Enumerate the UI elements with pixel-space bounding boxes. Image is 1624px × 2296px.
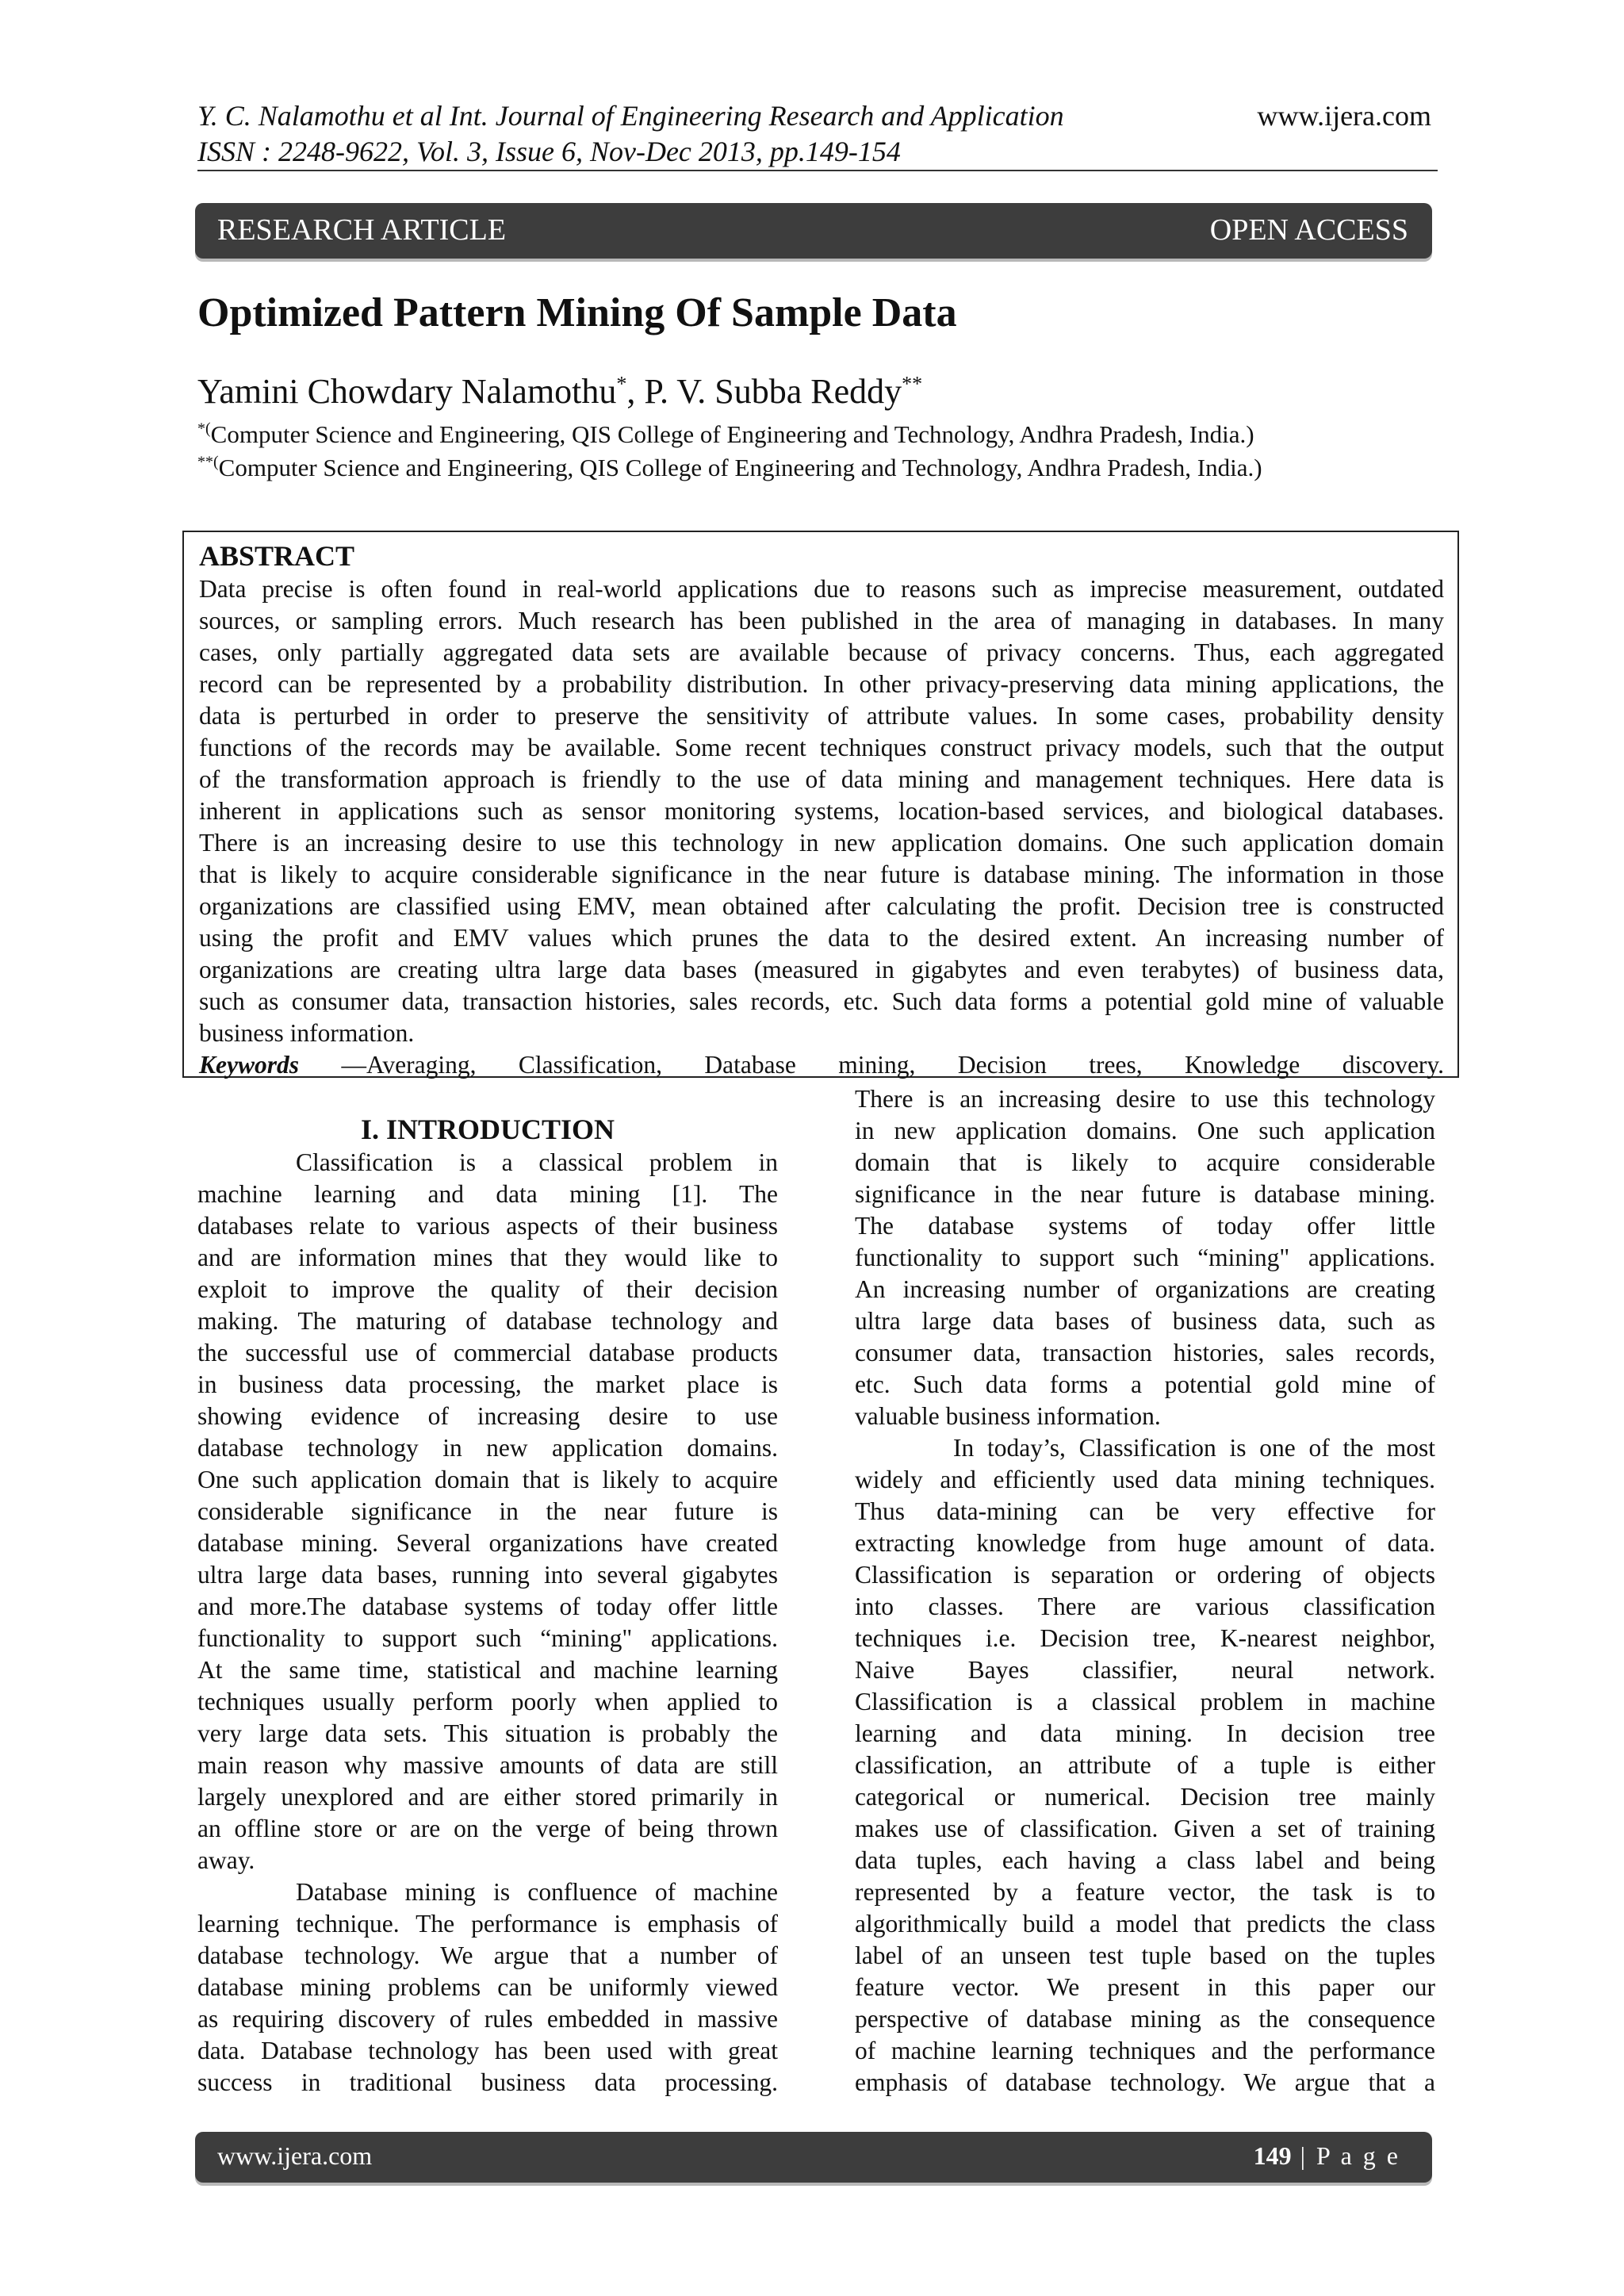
running-header bbox=[197, 98, 1228, 170]
text-line: success in traditional business data processing. bbox=[197, 2068, 778, 2096]
text-line: database mining problems can be uniformly viewed bbox=[197, 1973, 778, 2001]
article-type-banner bbox=[195, 203, 1432, 259]
abstract-line: sources, or sampling errors. Much research has been published in the area of managing in databases. In many bbox=[199, 607, 1444, 634]
paper-title: Optimized Pattern Mining Of Sample Data bbox=[197, 290, 957, 335]
text-line: into classes. There are various classification bbox=[855, 1593, 1435, 1620]
text-line: etc. Such data forms a potential gold mine of bbox=[855, 1370, 1435, 1398]
keywords-line bbox=[199, 1049, 1444, 1081]
text-line: ultra large data bases, running into several gigabytes bbox=[197, 1561, 778, 1589]
text-line: showing evidence of increasing desire to use bbox=[197, 1402, 778, 1430]
abstract-line: Data precise is often found in real-world applications due to reasons such as imprecise measurement, outdated bbox=[199, 575, 1444, 603]
text-line: extracting knowledge from huge amount of data. bbox=[855, 1529, 1435, 1557]
left-column bbox=[197, 1112, 778, 2099]
keywords-text: —Averaging, Classification, Database mining, Decision trees, Knowledge discovery. bbox=[341, 1051, 1445, 1079]
text-line: feature vector. We present in this paper our bbox=[855, 1973, 1435, 2001]
text-line: label of an unseen test tuple based on the tuples bbox=[855, 1941, 1435, 1969]
text-line: making. The maturing of database technology and bbox=[197, 1307, 778, 1335]
text-line: domain that is likely to acquire considerable bbox=[855, 1148, 1435, 1176]
text-line: classification, an attribute of a tuple is either bbox=[855, 1751, 1435, 1779]
affiliation-mark: *( bbox=[197, 420, 211, 438]
text-line: There is an increasing desire to use this technology bbox=[855, 1085, 1435, 1113]
research-article-label: RESEARCH ARTICLE bbox=[217, 213, 507, 247]
text-line: database technology in new application domains. bbox=[197, 1434, 778, 1462]
text-line: and more.The database systems of today offer little bbox=[197, 1593, 778, 1620]
text-line: considerable significance in the near future is bbox=[197, 1497, 778, 1525]
page-number: 149 bbox=[1253, 2141, 1292, 2170]
author-mark: * bbox=[616, 372, 627, 396]
abstract-line: organizations are classified using EMV, mean obtained after calculating the profit. Decision tree is constructed bbox=[199, 892, 1444, 920]
text-line: Thus data-mining can be very effective for bbox=[855, 1497, 1435, 1525]
affiliation-mark: **( bbox=[197, 453, 219, 471]
abstract-heading: ABSTRACT bbox=[199, 540, 355, 572]
text-line: data. Database technology has been used with great bbox=[197, 2037, 778, 2064]
abstract-line: inherent in applications such as sensor monitoring systems, location-based services, and biological databases. bbox=[199, 797, 1444, 825]
keywords-label: Keywords bbox=[199, 1051, 299, 1079]
open-access-label: OPEN ACCESS bbox=[1209, 213, 1408, 247]
issn-line: ISSN : 2248-9622, Vol. 3, Issue 6, Nov-Dec 2013, pp.149-154 bbox=[197, 136, 901, 167]
abstract-line: There is an increasing desire to use this technology in new application domains. One such application domain bbox=[199, 829, 1444, 857]
text-line: in business data processing, the market place is bbox=[197, 1370, 778, 1398]
text-line: main reason why massive amounts of data are still bbox=[197, 1751, 778, 1779]
text-line: database mining. Several organizations have created bbox=[197, 1529, 778, 1557]
author-separator: , bbox=[626, 372, 645, 411]
text-line: techniques usually perform poorly when applied to bbox=[197, 1688, 778, 1715]
text-line: Database mining is confluence of machine bbox=[296, 1878, 778, 1906]
text-line: away. bbox=[197, 1846, 255, 1874]
author-name: Yamini Chowdary Nalamothu bbox=[197, 372, 617, 411]
text-line: ultra large data bases of business data, such as bbox=[855, 1307, 1435, 1335]
abstract-line: of the transformation approach is friendly to the use of data mining and management techniques. Here data is bbox=[199, 765, 1444, 793]
header-website-link[interactable]: www.ijera.com bbox=[1257, 100, 1431, 132]
affiliation-text: Computer Science and Engineering, QIS College of Engineering and Technology, Andhra Pradesh, India.) bbox=[218, 454, 1262, 481]
text-line: In today’s, Classification is one of the most bbox=[953, 1434, 1435, 1462]
text-line: represented by a feature vector, the task is to bbox=[855, 1878, 1435, 1906]
affiliation-text: Computer Science and Engineering, QIS College of Engineering and Technology, Andhra Pradesh, India.) bbox=[210, 420, 1254, 448]
text-line: Classification is a classical problem in bbox=[296, 1148, 778, 1176]
text-line: exploit to improve the quality of their decision bbox=[197, 1275, 778, 1303]
author-mark: ** bbox=[902, 372, 923, 396]
author-name: P. V. Subba Reddy bbox=[644, 372, 902, 411]
text-line: largely unexplored and are either stored primarily in bbox=[197, 1783, 778, 1811]
text-line: An increasing number of organizations are creating bbox=[855, 1275, 1435, 1303]
text-line: One such application domain that is likely to acquire bbox=[197, 1466, 778, 1493]
text-line: Classification is a classical problem in machine bbox=[855, 1688, 1435, 1715]
text-line: perspective of database mining as the consequence bbox=[855, 2005, 1435, 2033]
abstract-line: functions of the records may be available. Some recent techniques construct privacy models, such that the output bbox=[199, 734, 1444, 761]
text-line: the successful use of commercial database products bbox=[197, 1339, 778, 1366]
text-line: functionality to support such “mining" applications. bbox=[855, 1244, 1435, 1271]
text-line: significance in the near future is database mining. bbox=[855, 1180, 1435, 1208]
text-line: learning technique. The performance is emphasis of bbox=[197, 1910, 778, 1938]
text-line: databases relate to various aspects of their business bbox=[197, 1212, 778, 1240]
abstract-line: organizations are creating ultra large data bases (measured in gigabytes and even terabytes) of business data, bbox=[199, 956, 1444, 983]
text-line: widely and efficiently used data mining techniques. bbox=[855, 1466, 1435, 1493]
text-line: At the same time, statistical and machine learning bbox=[197, 1656, 778, 1684]
text-line: algorithmically build a model that predicts the class bbox=[855, 1910, 1435, 1938]
abstract-line: using the profit and EMV values which prunes the data to the desired extent. An increasing number of bbox=[199, 924, 1444, 952]
author-list bbox=[197, 371, 922, 412]
text-line: learning and data mining. In decision tree bbox=[855, 1719, 1435, 1747]
abstract-line: cases, only partially aggregated data sets are available because of privacy concerns. Thus, each aggregated bbox=[199, 638, 1444, 666]
text-line: The database systems of today offer little bbox=[855, 1212, 1435, 1240]
text-line: makes use of classification. Given a set of training bbox=[855, 1815, 1435, 1842]
header-divider bbox=[197, 170, 1438, 171]
text-line: Naive Bayes classifier, neural network. bbox=[855, 1656, 1435, 1684]
footer-website-link[interactable]: www.ijera.com bbox=[217, 2141, 373, 2170]
text-line: in new application domains. One such application bbox=[855, 1117, 1435, 1144]
text-line: techniques i.e. Decision tree, K-nearest neighbor, bbox=[855, 1624, 1435, 1652]
text-line: as requiring discovery of rules embedded in massive bbox=[197, 2005, 778, 2033]
text-line: consumer data, transaction histories, sales records, bbox=[855, 1339, 1435, 1366]
text-line: categorical or numerical. Decision tree mainly bbox=[855, 1783, 1435, 1811]
text-line: of machine learning techniques and the performance bbox=[855, 2037, 1435, 2064]
text-line: an offline store or are on the verge of being thrown bbox=[197, 1815, 778, 1842]
right-column bbox=[855, 1083, 1435, 2099]
abstract-line: that is likely to acquire considerable significance in the near future is database mining. The information in those bbox=[199, 861, 1444, 888]
section-heading: I. INTRODUCTION bbox=[360, 1114, 615, 1145]
text-line: data tuples, each having a class label and being bbox=[855, 1846, 1435, 1874]
abstract-line: data is perturbed in order to preserve the sensitivity of attribute values. In some cases, probability density bbox=[199, 702, 1444, 730]
text-line: emphasis of database technology. We argue that a bbox=[855, 2068, 1435, 2096]
abstract-line: such as consumer data, transaction histories, sales records, etc. Such data forms a potential gold mine of valuable bbox=[199, 987, 1444, 1015]
abstract-line: business information. bbox=[199, 1019, 415, 1047]
text-line: valuable business information. bbox=[855, 1402, 1161, 1430]
page-label: | P a g e bbox=[1291, 2141, 1400, 2170]
text-line: database technology. We argue that a number of bbox=[197, 1941, 778, 1969]
text-line: very large data sets. This situation is probably the bbox=[197, 1719, 778, 1747]
text-line: Classification is separation or ordering of objects bbox=[855, 1561, 1435, 1589]
affiliation bbox=[197, 420, 1254, 449]
affiliation bbox=[197, 454, 1262, 482]
text-line: and are information mines that they would like to bbox=[197, 1244, 778, 1271]
text-line: machine learning and data mining [1]. The bbox=[197, 1180, 778, 1208]
journal-citation: Y. C. Nalamothu et al Int. Journal of Engineering Research and Application bbox=[197, 100, 1064, 132]
page-footer bbox=[195, 2132, 1432, 2183]
page-indicator bbox=[1254, 2141, 1400, 2171]
text-line: functionality to support such “mining" applications. bbox=[197, 1624, 778, 1652]
abstract-line: record can be represented by a probability distribution. In other privacy-preserving data mining applications, the bbox=[199, 670, 1444, 698]
abstract-box bbox=[182, 531, 1459, 1078]
